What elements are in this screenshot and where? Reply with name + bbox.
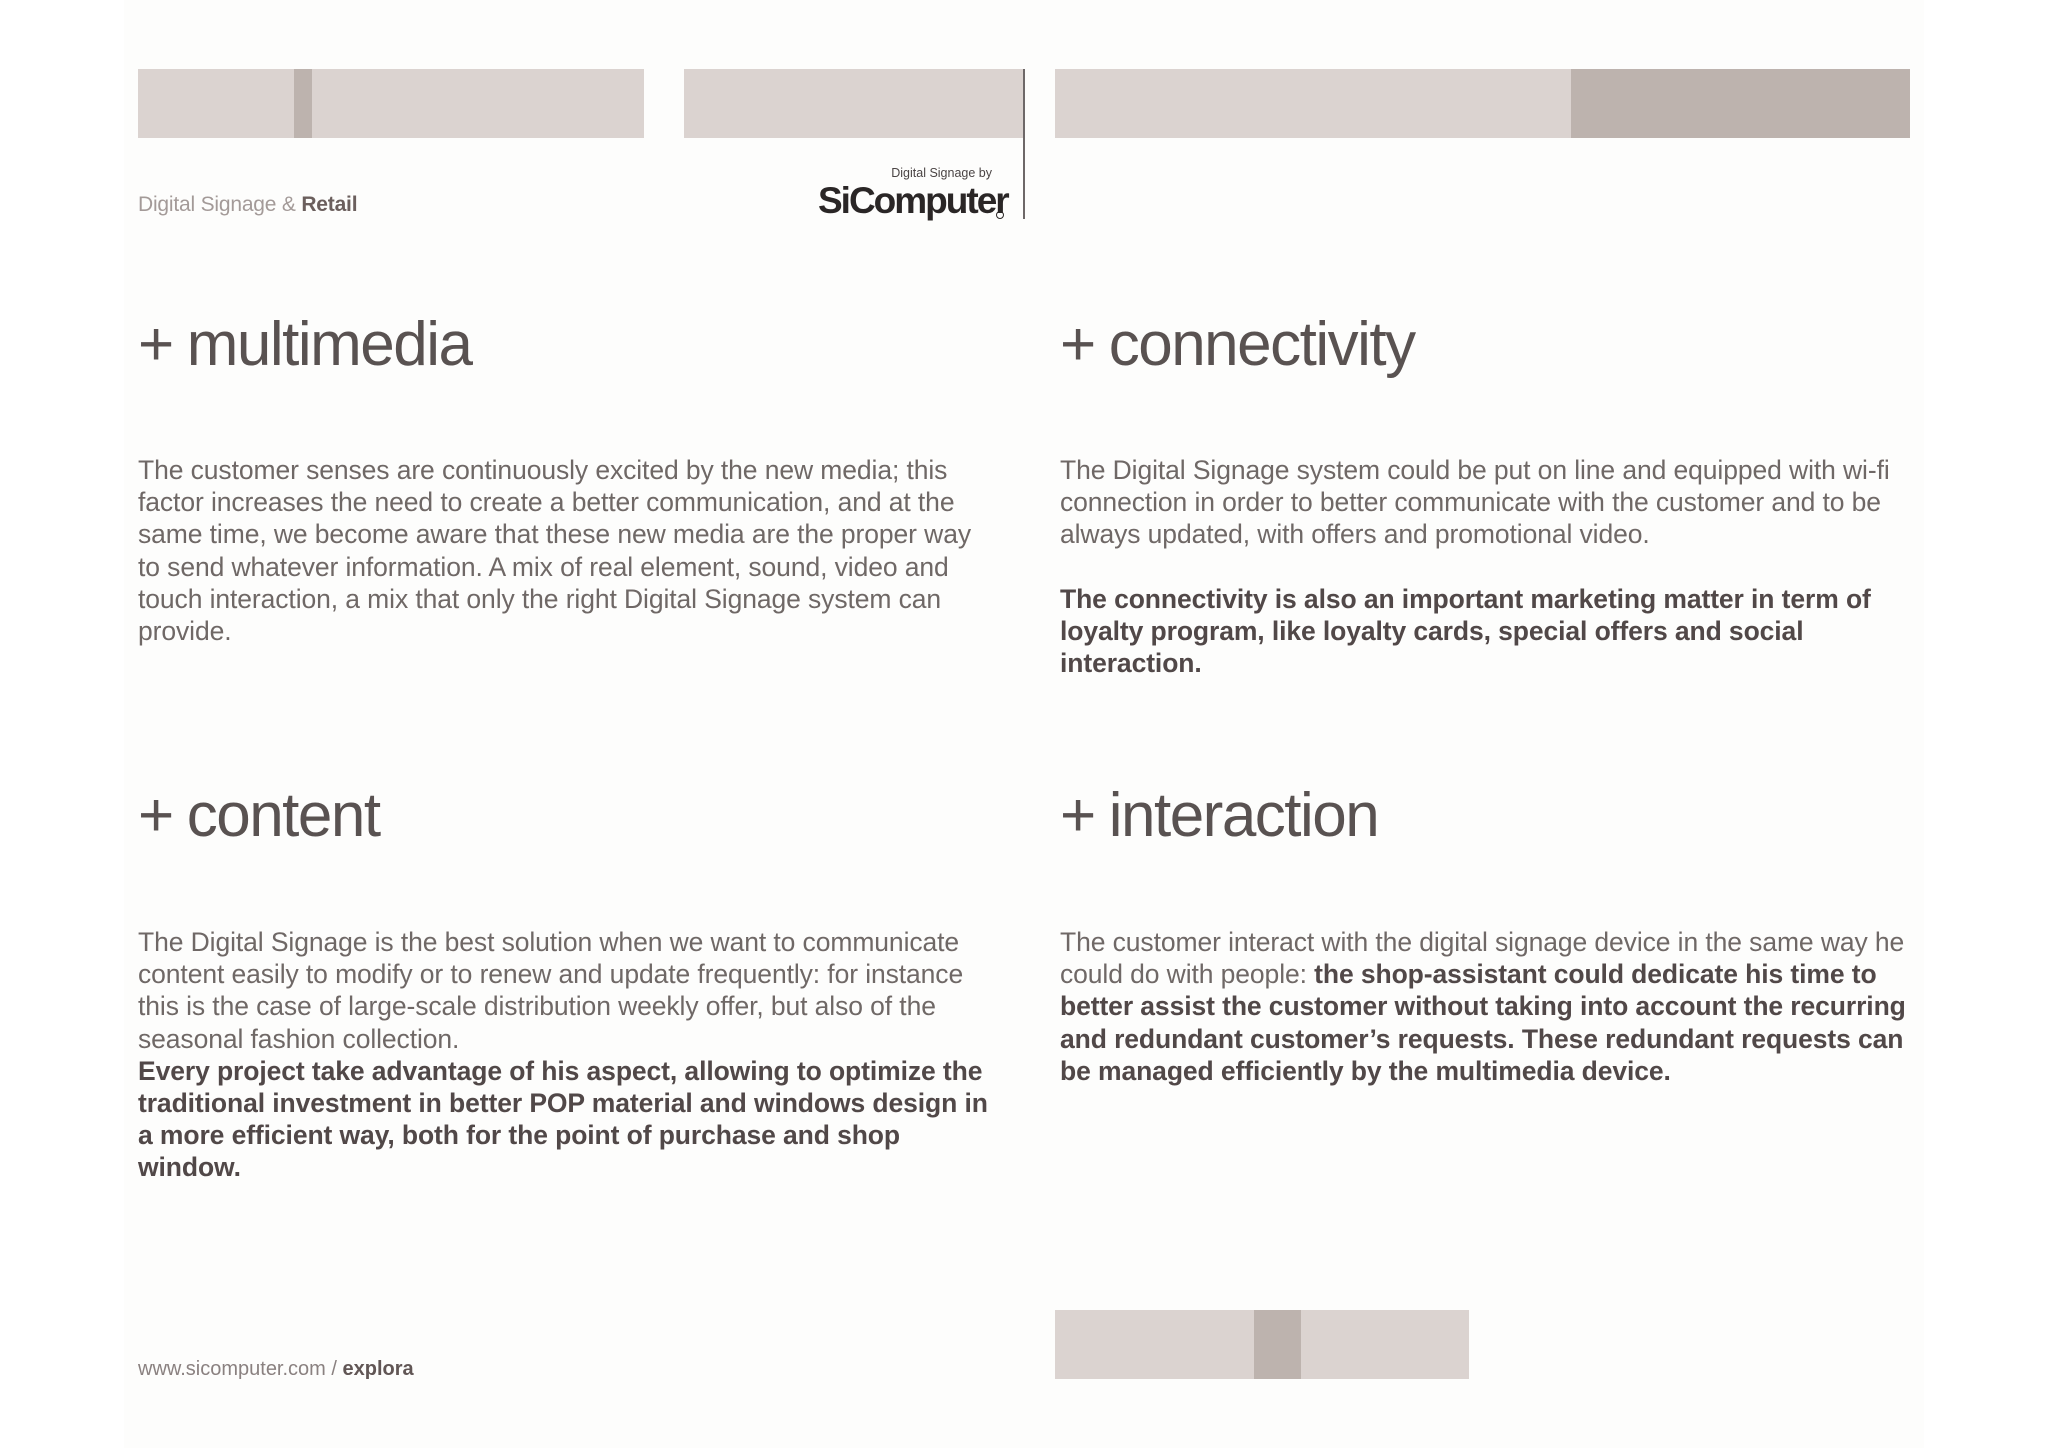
logo-wordmark: SiComputer	[818, 180, 1008, 221]
section-title-connectivity	[1060, 310, 1415, 379]
header-title-prefix: Digital Signage &	[138, 193, 302, 216]
top-bar-center	[684, 69, 1023, 138]
section-body-interaction	[1060, 926, 1918, 1087]
plus-icon: +	[138, 781, 173, 850]
registered-mark-icon	[996, 211, 1004, 219]
section-title-text: connectivity	[1108, 310, 1415, 379]
paragraph: The Digital Signage is the best solution when we want to communicate content easily to modify or to renew and update frequently: for instance this is the case of large-scale distribution weekly offer, but also of the seasonal fashion collection.	[138, 927, 964, 1054]
plus-icon: +	[138, 310, 173, 379]
top-bar-left-accent	[294, 69, 312, 138]
footer-url-bold: explora	[342, 1358, 414, 1380]
section-title-multimedia	[138, 310, 472, 379]
paragraph-regular: The customer interact with the digital signage device in the same way he could do with people:	[1060, 927, 1905, 990]
paragraph-bold: the shop-assistant could dedicate his time to better assist the customer without taking into account the recurring and redundant customer’s requests. These redundant requests can be managed efficiently by the multimedia device.	[1060, 959, 1906, 1086]
footer-url	[138, 1358, 414, 1381]
paragraph: The customer senses are continuously excited by the new media; this factor increases the need to create a better communication, and at the same time, we become aware that these new media are the proper way to send whatever information. A mix of real element, sound, video and touch interaction, a mix that only the right Digital Signage system can provide.	[138, 455, 971, 647]
plus-icon: +	[1060, 310, 1095, 379]
logo-tagline: Digital Signage by	[891, 166, 992, 180]
top-bar-right	[1055, 69, 1571, 138]
footer-url-text: www.sicomputer.com /	[138, 1358, 343, 1380]
section-title-content	[138, 781, 380, 850]
section-body-content	[138, 926, 1000, 1184]
header-title	[138, 193, 357, 217]
section-body-multimedia	[138, 454, 1000, 647]
top-bar-left	[138, 69, 644, 138]
bottom-bar-accent	[1254, 1310, 1301, 1379]
section-title-text: multimedia	[186, 310, 472, 379]
paragraph: The Digital Signage system could be put on line and equipped with wi-fi connection in order to better communicate with the customer and to be always updated, with offers and promotional video.	[1060, 455, 1890, 550]
section-title-text: content	[186, 781, 380, 850]
section-body-connectivity	[1060, 454, 1916, 679]
header-divider-line	[1023, 69, 1025, 219]
paragraph-bold: Every project take advantage of his aspect, allowing to optimize the traditional investment in better POP material and windows design in a more efficient way, both for the point of purchase and shop window.	[138, 1055, 988, 1183]
header-title-bold: Retail	[301, 193, 358, 216]
top-bar-right-accent	[1571, 69, 1910, 138]
section-title-interaction	[1060, 781, 1379, 850]
sicomputer-logo	[818, 164, 1008, 226]
section-title-text: interaction	[1108, 781, 1379, 850]
paragraph	[1060, 926, 1918, 1087]
paragraph-bold: The connectivity is also an important marketing matter in term of loyalty program, like loyalty cards, special offers and social interaction.	[1060, 583, 1871, 679]
plus-icon: +	[1060, 781, 1095, 850]
